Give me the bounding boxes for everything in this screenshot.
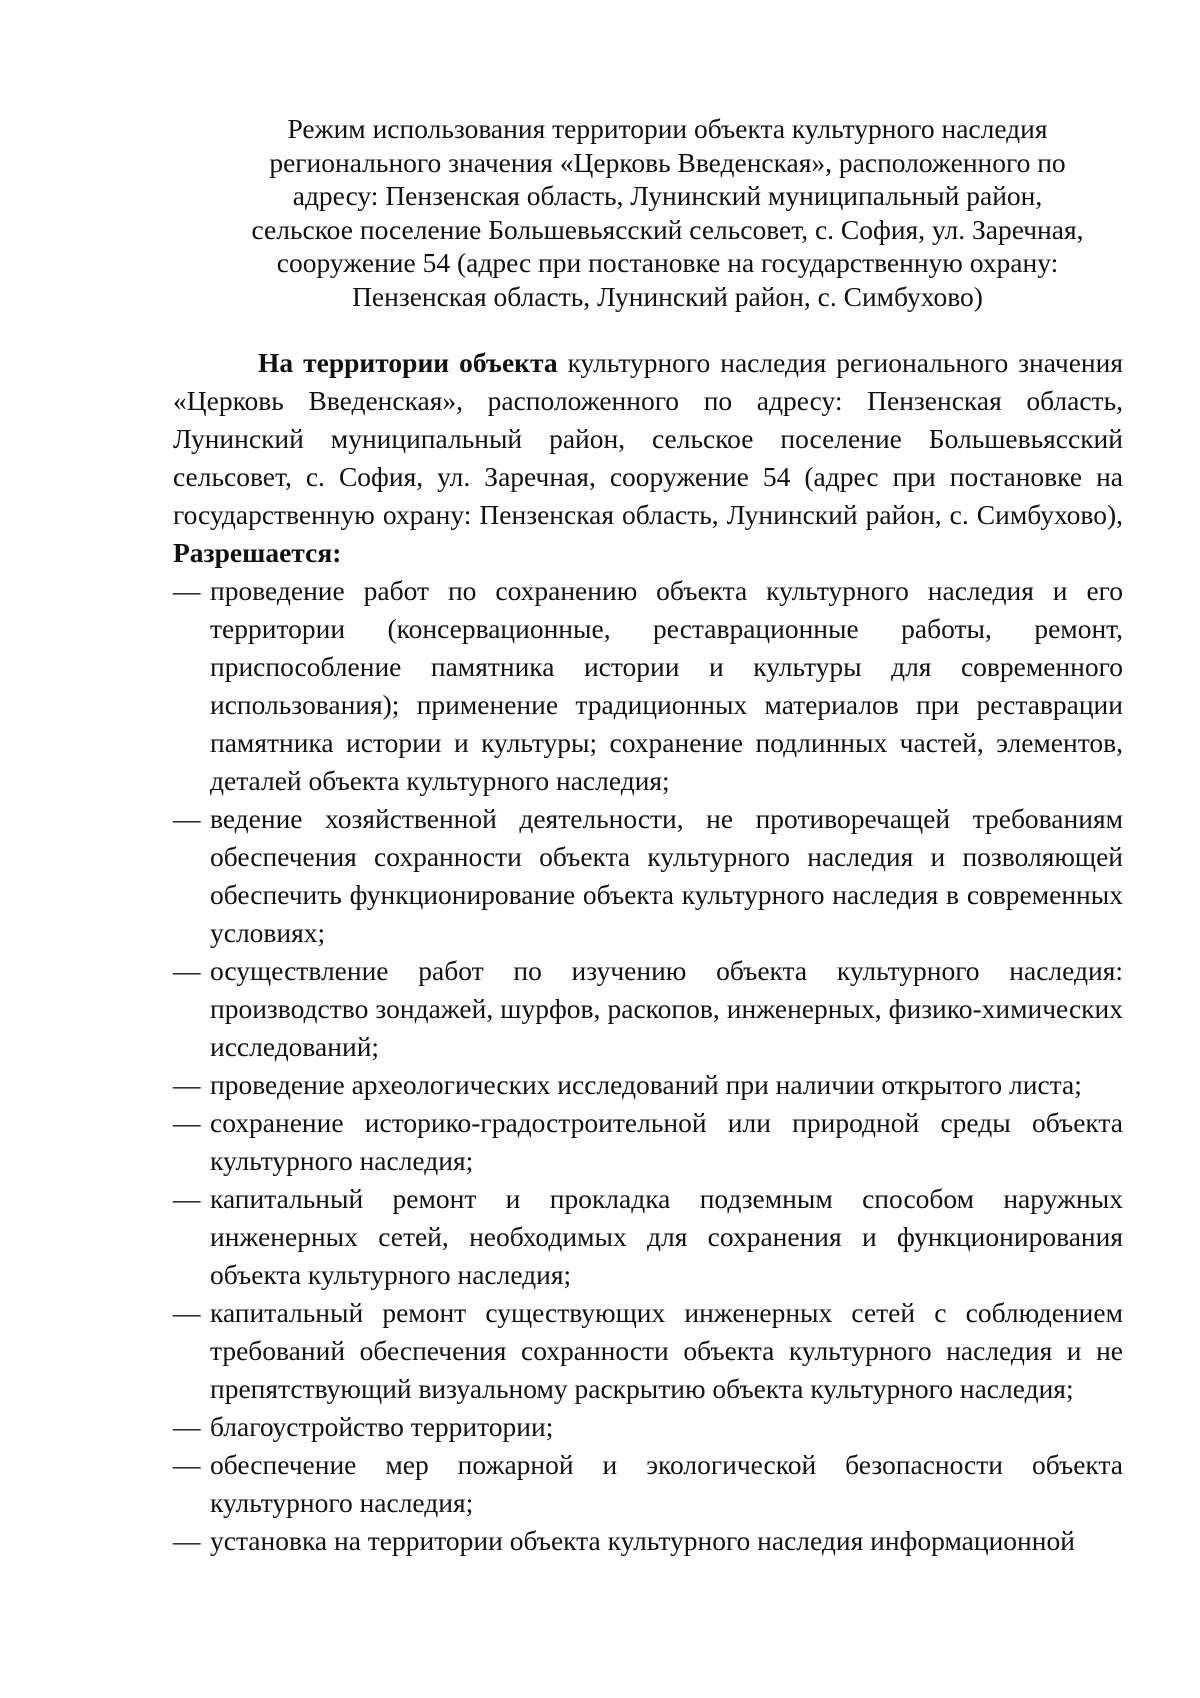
heading-line: сооружение 54 (адрес при постановке на государственную охрану: <box>276 247 1059 278</box>
document-body <box>173 344 1123 1560</box>
dash-marker: — <box>173 1411 201 1442</box>
document-heading <box>215 112 1120 313</box>
list-item-text: ведение хозяйственной деятельности, не противоречащей требованиям обеспечения сохранности объекта культурного наследия и позволяющей обеспечить функционирование объекта культурного наследия в современных условиях; <box>210 803 1123 948</box>
dash-marker: — <box>173 1449 201 1480</box>
list-item <box>173 1522 1123 1560</box>
list-item-text: обеспечение мер пожарной и экологической безопасности объекта культурного наследия; <box>210 1449 1123 1518</box>
dash-marker: — <box>173 575 201 606</box>
list-item <box>173 1446 1123 1522</box>
list-item-text: установка на территории объекта культурного наследия информационной <box>210 1525 1075 1556</box>
heading-line: Режим использования территории объекта культурного наследия <box>287 113 1048 144</box>
dash-marker: — <box>173 803 201 834</box>
list-item <box>173 1180 1123 1294</box>
permitted-label: Разрешается: <box>173 537 342 568</box>
list-item-text: проведение работ по сохранению объекта культурного наследия и его территории (консервационные, реставрационные работы, ремонт, приспособление памятника истории и культуры для современного использования); применение традиционных материалов при реставрации памятника истории и культуры; сохранение подлинных частей, элементов, деталей объекта культурного наследия; <box>210 575 1123 796</box>
list-item-text: капитальный ремонт и прокладка подземным способом наружных инженерных сетей, необходимых для сохранения и функционирования объекта культурного наследия; <box>210 1183 1123 1290</box>
list-item <box>173 1066 1123 1104</box>
heading-line: регионального значения «Церковь Введенская», расположенного по <box>269 146 1066 178</box>
list-item <box>173 1408 1123 1446</box>
list-item-text: благоустройство территории; <box>210 1411 554 1442</box>
list-item <box>173 800 1123 952</box>
list-item <box>173 1294 1123 1408</box>
list-item-text: капитальный ремонт существующих инженерных сетей с соблюдением требований обеспечения сохранности объекта культурного наследия и не препятствующий визуальному раскрытию объекта культурного наследия; <box>210 1297 1123 1404</box>
list-item-text: осуществление работ по изучению объекта культурного наследия: производство зондажей, шурфов, раскопов, инженерных, физико-химических исследований; <box>210 955 1123 1062</box>
heading-line: Пензенская область, Лунинский район, с. Симбухово) <box>352 280 983 312</box>
intro-text: культурного наследия регионального значения «Церковь Введенская», расположенного по адресу: Пензенская область, Лунинский муниципальный район, сельское поселение Большевьясский сельсовет, с. София, ул. Заречная, сооружение 54 (адрес при постановке на государственную охрану: Пензенская область, Лунинский район, с. Симбухово), <box>173 347 1123 530</box>
dash-marker: — <box>173 1183 201 1214</box>
dash-marker: — <box>173 1069 201 1100</box>
permitted-list <box>173 572 1123 1560</box>
dash-marker: — <box>173 1525 201 1556</box>
intro-paragraph <box>173 344 1123 572</box>
list-item <box>173 572 1123 800</box>
list-item-text: сохранение историко-градостроительной или природной среды объекта культурного наследия; <box>210 1107 1123 1176</box>
heading-line: сельское поселение Большевьясский сельсовет, с. София, ул. Заречная, <box>251 213 1084 245</box>
heading-line: адресу: Пензенская область, Лунинский муниципальный район, <box>292 180 1043 211</box>
list-item <box>173 1104 1123 1180</box>
dash-marker: — <box>173 1297 201 1328</box>
list-item-text: проведение археологических исследований при наличии открытого листа; <box>210 1069 1082 1100</box>
dash-marker: — <box>173 1107 201 1138</box>
dash-marker: — <box>173 955 201 986</box>
intro-lead-bold: На территории объекта <box>258 347 558 378</box>
list-item <box>173 952 1123 1066</box>
